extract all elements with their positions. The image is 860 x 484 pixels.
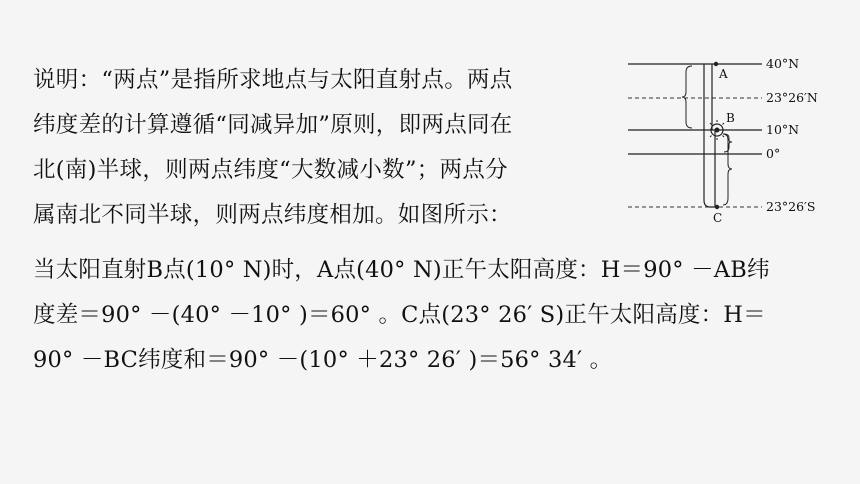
explanation-paragraph — [33, 58, 593, 238]
calculation-line-1: 当太阳直射B点(10° N)时，A点(40° N)正午太阳高度：H＝90° －AB纬 — [33, 257, 770, 283]
point-b-label: B — [726, 111, 735, 125]
label-40n: 40°N — [766, 56, 800, 71]
label-tropic-capricorn: 23°26′S — [766, 199, 816, 214]
latitude-diagram — [620, 50, 850, 225]
point-c-label: C — [713, 211, 723, 225]
label-tropic-cancer: 23°26′N — [766, 90, 818, 105]
label-10n: 10°N — [766, 122, 800, 137]
brace-ab — [682, 66, 692, 128]
explanation-line-4: 属南北不同半球，则两点纬度相加。如图所示： — [33, 202, 512, 228]
explanation-line-1: 说明：“两点”是指所求地点与太阳直射点。两点 — [33, 67, 513, 93]
label-equator: 0° — [766, 146, 781, 161]
calculation-line-2: 度差＝90° －(40° －10° )＝60° 。C点(23° 26′ S)正午太阳高度：H＝ — [33, 302, 766, 328]
point-a-label: A — [719, 67, 728, 81]
point-a-marker — [714, 62, 718, 66]
brace-bc — [723, 134, 732, 205]
calculation-line-3: 90° －BC纬度和＝90° －(10° ＋23° 26′ )＝56° 34′ 。 — [33, 347, 613, 373]
explanation-line-3: 北(南)半球，则两点纬度“大数减小数”；两点分 — [33, 157, 508, 183]
point-c-marker — [715, 205, 719, 209]
calculation-paragraph — [33, 248, 833, 383]
explanation-line-2: 纬度差的计算遵循“同减异加”原则，即两点同在 — [33, 112, 513, 138]
